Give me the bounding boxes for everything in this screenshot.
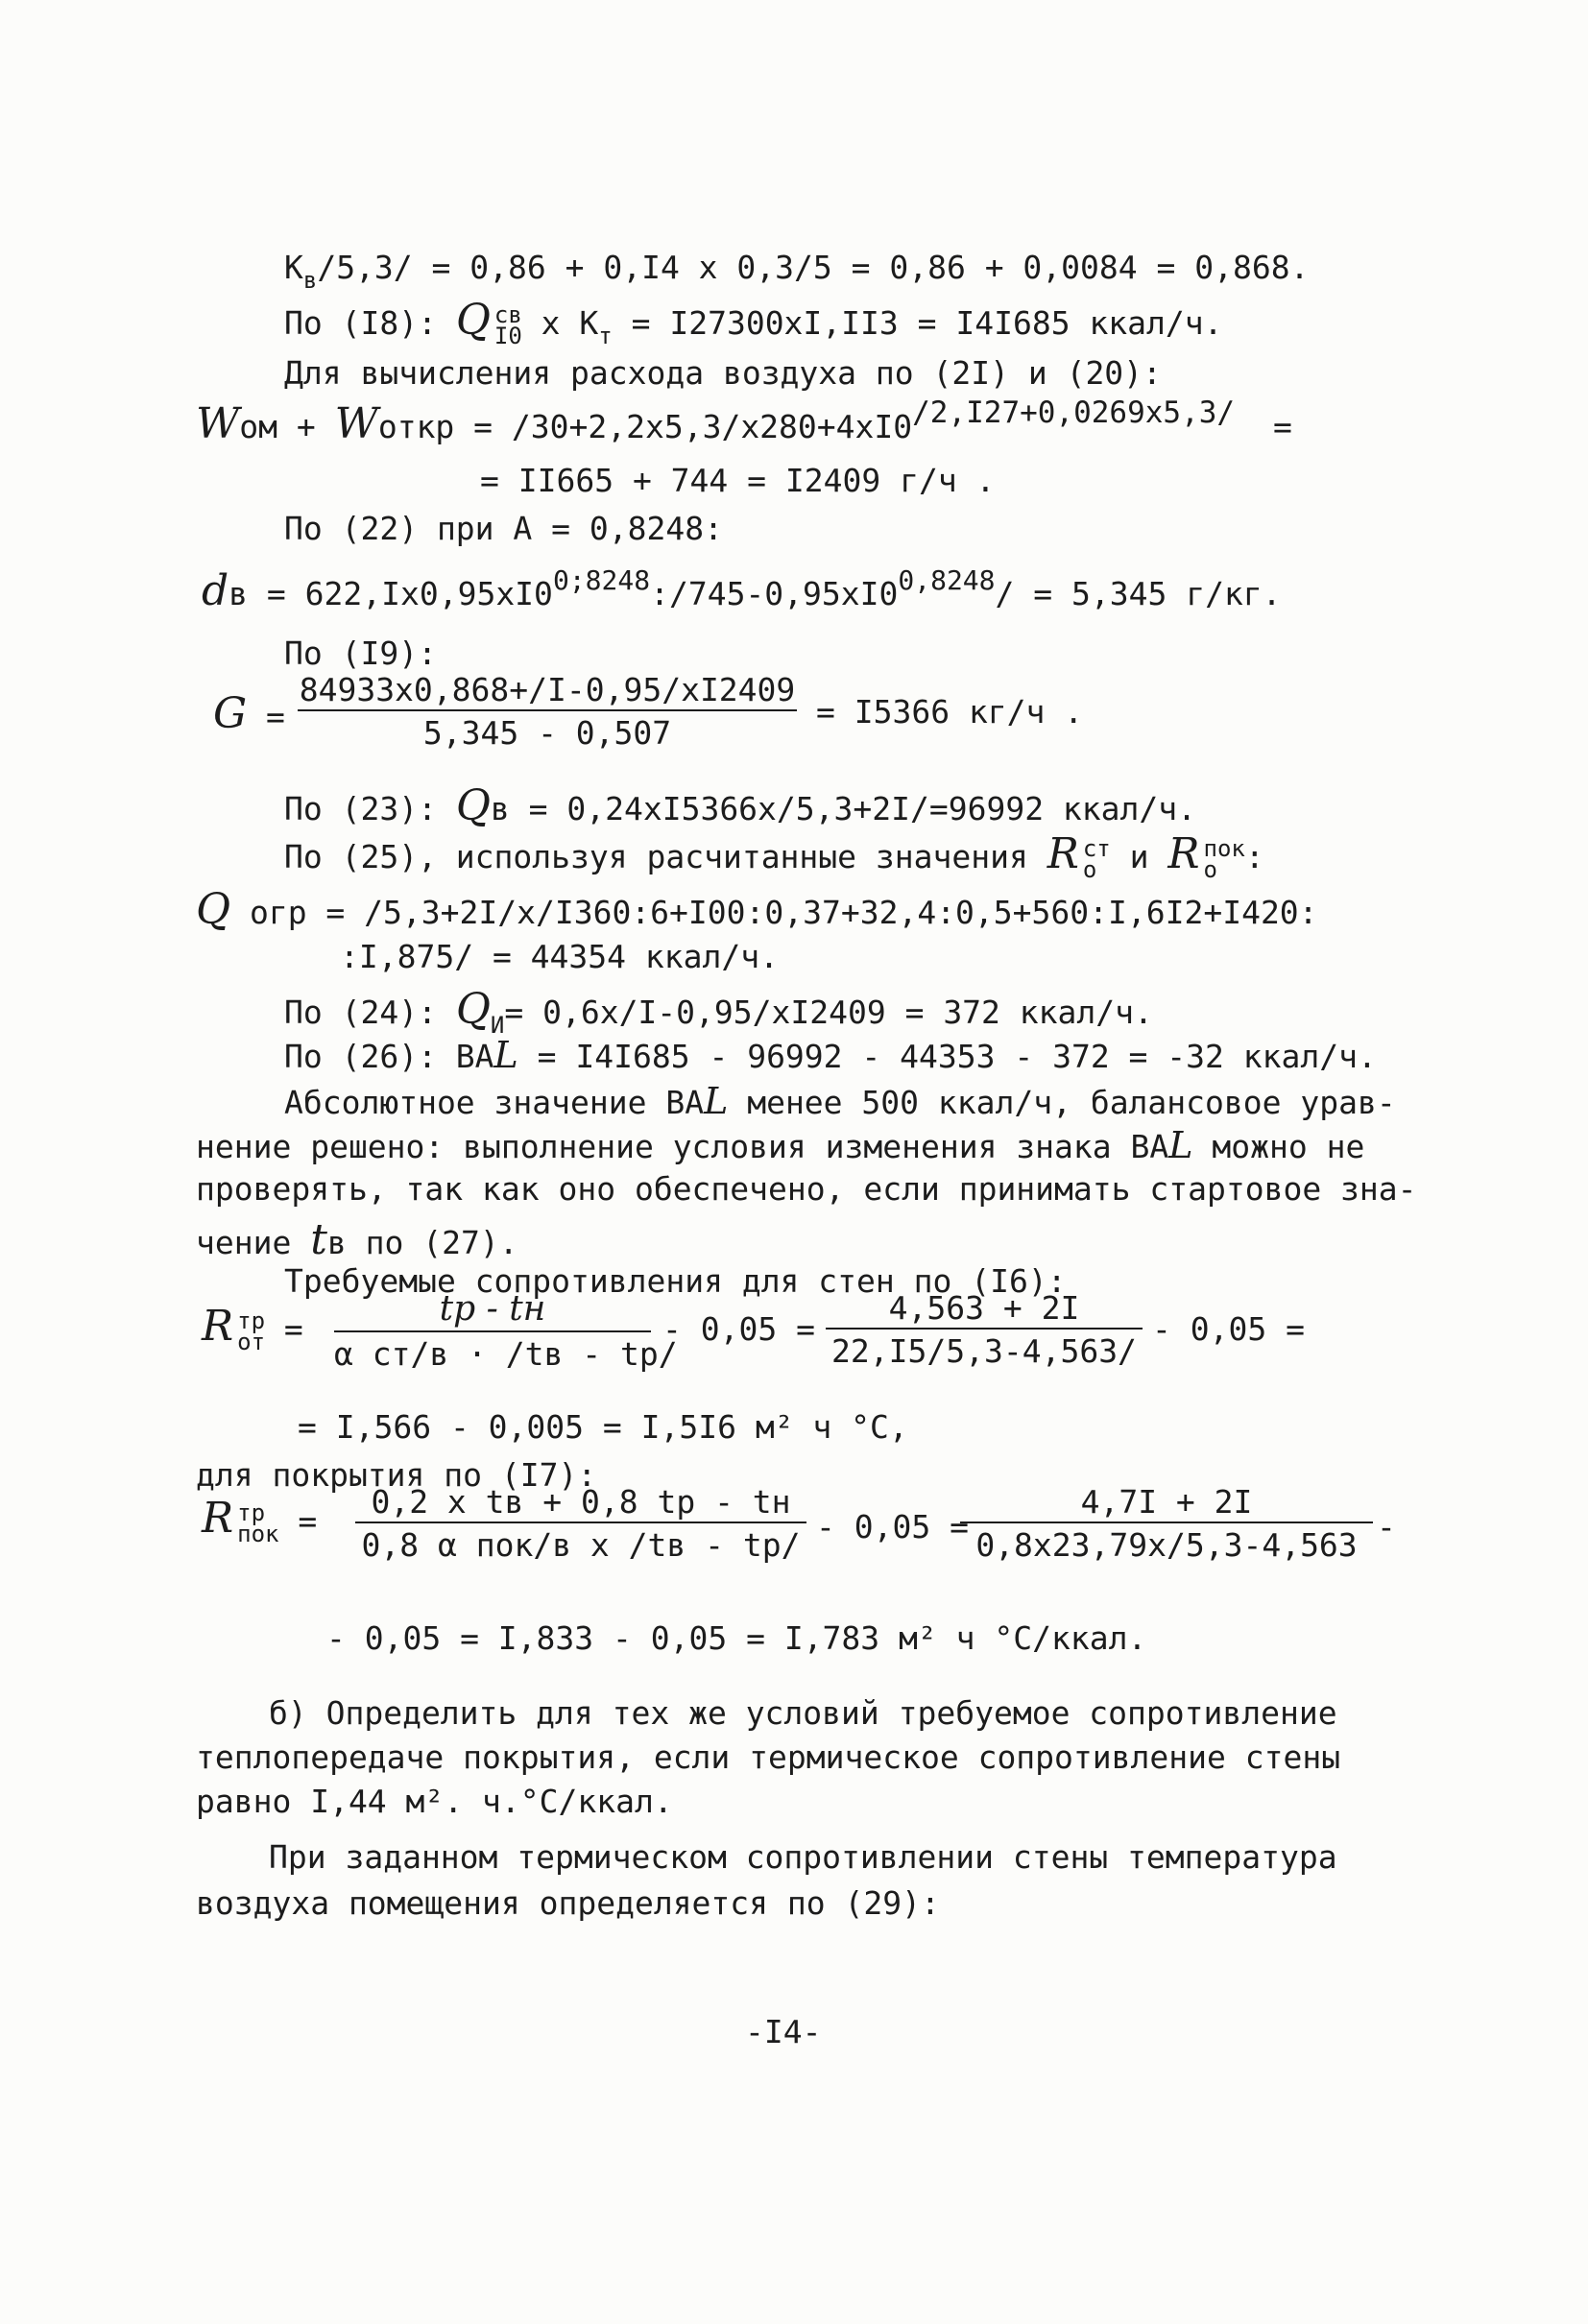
text-i25: По (25), используя расчитанные значения R ст о и R пок о : [284,829,1264,883]
text-check: проверять, так как оно обеспечено, если принимать стартовое зна- [196,1170,1417,1208]
eq-r-roof-mid: - 0,05 = [816,1508,969,1545]
eq-w: Wом + Wоткр = /30+2,2x5,3/x280+4xI0/2,I27+0,0269x5,3/ = [196,395,1292,448]
eq-qv: По (23): Qв = 0,24xI5366x/5,3+2I/=96992 ккал/ч. [284,781,1197,830]
text-final-2: воздуха помещения определяется по (29): [196,1884,940,1922]
eq-r-wall: R тр от = [202,1302,303,1355]
text-i22: По (22) при А = 0,8248: [284,510,723,547]
eq-qi: По (24): $Q_И= 0,6x/I-0,95/xI2409 = 372$ ккал/ч. [284,985,1153,1039]
eq-qogr: Q огр = /5,3+2I/x/I360:6+I00:0,37+32,4:0,5+560:I,6I2+I420: [196,885,1318,934]
text-i19: По (I9): [284,635,437,672]
text-walls-i16: Требуемые сопротивления для стен по (I6): [284,1262,1067,1300]
text-air-flow: Для вычисления расхода воздуха по (2I) и (20): [284,354,1162,392]
eq-g-result: = I5366 кг/ч . [816,693,1084,731]
eq-r-roof-end: - [1377,1508,1396,1545]
eq-r-wall-result: = I,566 - 0,005 = I,5I6 м² ч °С, [298,1408,908,1446]
eq-kv: $К_в/5,3/ = 0,86 + 0,I4$ x 0,3/5 = 0,86 + 0,0084 = 0,868. [284,249,1310,294]
text-task-b-3: равно I,44 м². ч.°С/ккал. [196,1783,673,1820]
eq-bal: По (26): ВАL = I4I685 - 96992 - 44353 - 372 = -32 ккал/ч. [284,1034,1377,1076]
eq-qogr-result: :I,875/ = 44354 ккал/ч. [340,938,779,975]
text-task-b-1: б) Определить для тех же условий требуемое сопротивление [269,1694,1337,1732]
text-solution: нение решено: выполнение условия изменения знака ВАL можно не [196,1124,1365,1166]
eq-g: G = [213,689,285,738]
eq-d: dв = $622,Ix0,95xI0^{0;8248}:/745-0,95xI0^{0,8248}/ = 5,345$ г/кг. [202,564,1282,615]
eq-g-fraction: 84933x0,868+/I-0,95/xI2409 5,345 - 0,507 [299,671,796,752]
eq-r-wall-fraction-2: 4,563 + 2I 22,I5/5,3-4,563/ [826,1292,1143,1367]
page-number: -I4- [745,2013,822,2050]
eq-r-wall-fraction-1: tр - tн α ст/в · /tв - tр/ [334,1289,678,1373]
eq-q-i8: По (I8): Q св I0 x $К_т = I27300xI,II3 = I4I685$ ккал/ч. [284,296,1223,349]
eq-r-wall-mid: - 0,05 = [662,1310,815,1348]
text-task-b-2: теплопередаче покрытия, если термическое сопротивление стены [196,1738,1341,1776]
eq-r-roof-fraction-1: 0,2 x tв + 0,8 tр - tн 0,8 α пок/в x /tв - tр/ [355,1486,806,1561]
eq-r-roof: R тр пок = [202,1494,318,1547]
text-final-1: При заданном термическом сопротивлении стены температура [269,1838,1337,1876]
text-absolute-value: Абсолютное значение ВАL менее 500 ккал/ч, балансовое урав- [284,1080,1396,1122]
text-start-value: чение tв по (27). [196,1215,518,1264]
eq-r-roof-result: - 0,05 = I,833 - 0,05 = I,783 м² ч °С/ккал. [326,1619,1147,1657]
text-roof-i17: для покрытия по (I7): [196,1456,597,1494]
eq-w-result: = II665 + 744 = I2409 г/ч . [480,462,996,499]
eq-r-wall-end: - 0,05 = [1152,1310,1305,1348]
eq-r-roof-fraction-2: 4,7I + 2I 0,8x23,79x/5,3-4,563 [960,1486,1373,1561]
